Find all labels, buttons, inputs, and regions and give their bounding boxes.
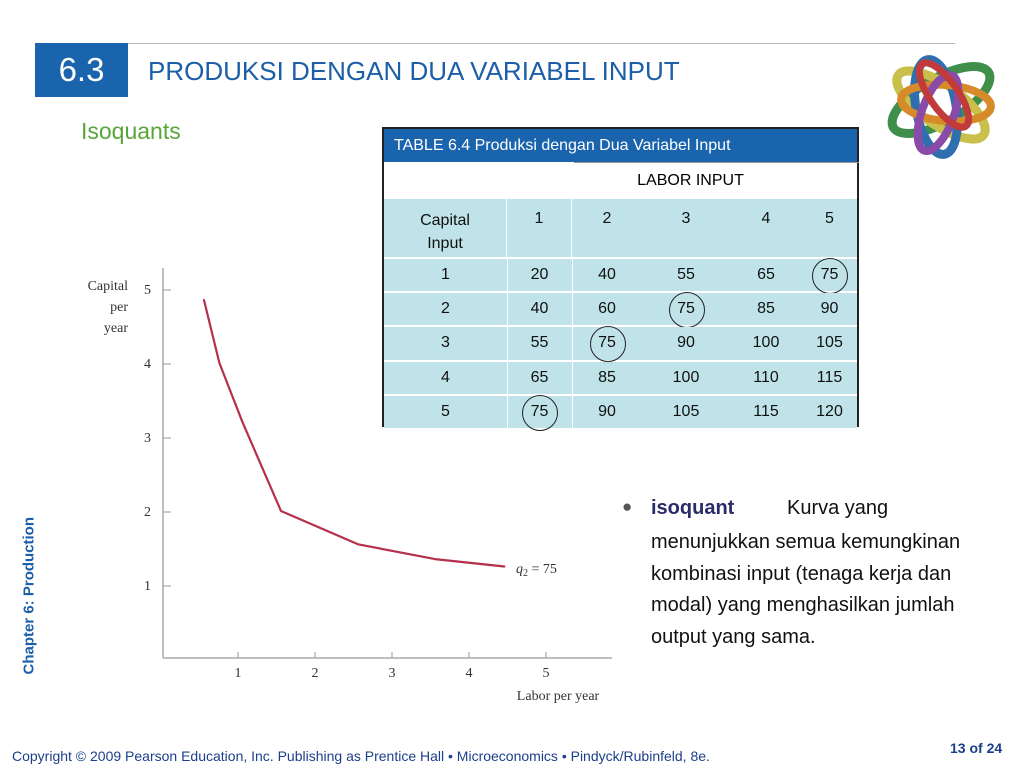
output-cell: 85 — [598, 368, 616, 386]
x-tick-label: 1 — [234, 666, 242, 681]
x-tick-label: 5 — [542, 666, 550, 681]
y-tick-label: 2 — [144, 505, 151, 520]
y-tick-label: 1 — [144, 579, 151, 594]
y-axis-label: per — [110, 300, 128, 315]
isoquant-curve — [204, 300, 504, 566]
output-cell: 90 — [820, 300, 839, 318]
section-number: 6.3 — [35, 43, 128, 97]
output-cell: 65 — [757, 266, 775, 284]
x-axis-label: Labor per year — [516, 689, 600, 704]
capital-cell: 1 — [384, 259, 508, 291]
series-label: $q_2 = 75$ — [516, 562, 557, 579]
table-group-header — [384, 162, 857, 199]
x-tick-label: 4 — [465, 666, 473, 681]
output-cell: 60 — [598, 300, 616, 318]
x-tick-label: 3 — [388, 666, 396, 681]
output-cell: 120 — [816, 402, 843, 420]
output-cell: 85 — [757, 300, 775, 318]
labor-col-3: 3 — [681, 210, 691, 227]
output-cell: 100 — [672, 368, 700, 386]
output-cell: 90 — [677, 334, 695, 352]
output-cell: 105 — [816, 334, 843, 352]
table-header-row — [384, 199, 857, 257]
y-tick-label: 3 — [144, 431, 151, 446]
y-tick-label: 4 — [144, 357, 151, 372]
labor-input-label: LABOR INPUT — [637, 172, 744, 189]
x-tick-label: 2 — [311, 666, 319, 681]
output-cell: 105 — [672, 402, 700, 420]
definition-text: menunjukkan semua kemungkinan kombinasi input (tenaga kerja dan modal) yang menghasilkan jumlah output yang sama. — [651, 531, 961, 648]
capital-cell: 5 — [384, 396, 508, 428]
output-cell: 115 — [753, 402, 779, 420]
definition-first-line: Kurva yang — [787, 497, 889, 519]
labor-col-4: 4 — [761, 210, 771, 227]
title-rule — [35, 43, 955, 44]
page-number: 13 of 24 — [950, 740, 1003, 756]
capital-input-header: Capital Input — [384, 199, 507, 257]
capital-cell: 3 — [384, 327, 508, 359]
y-axis-label: Capital — [87, 279, 128, 294]
circled-value: 75 — [677, 300, 695, 318]
circled-value: 75 — [530, 402, 549, 420]
output-cell: 20 — [507, 259, 573, 291]
output-cell: 65 — [507, 362, 573, 394]
output-cell: 55 — [507, 327, 573, 359]
output-cell — [802, 259, 857, 291]
circled-value: 75 — [820, 266, 839, 284]
output-cell: 55 — [677, 266, 695, 284]
circled-value: 75 — [598, 334, 616, 352]
output-cell — [642, 293, 730, 325]
output-cell: 40 — [507, 293, 573, 325]
output-cell: 100 — [752, 334, 780, 352]
y-axis-label: year — [103, 321, 128, 336]
slide-subtitle: Isoquants — [81, 118, 181, 144]
bullet-dot-icon: ● — [622, 497, 633, 516]
output-cell: 40 — [598, 266, 616, 284]
table-caption: TABLE 6.4 Produksi dengan Dua Variabel Input — [384, 129, 857, 162]
chapter-label: Chapter 6: Production — [20, 516, 38, 675]
isoquant-chart — [60, 268, 620, 713]
capital-cell: 2 — [384, 293, 508, 325]
labor-col-5: 5 — [825, 210, 834, 227]
y-tick-label: 5 — [144, 283, 151, 298]
labor-col-2: 2 — [602, 210, 612, 227]
output-cell: 115 — [816, 368, 843, 386]
rings-logo-icon — [866, 35, 1016, 175]
slide-title: PRODUKSI DENGAN DUA VARIABEL INPUT — [148, 56, 680, 86]
copyright-footer: Copyright © 2009 Pearson Education, Inc. Publishing as Prentice Hall • Microeconomics • Pindyck/Rubinfeld, 8e. — [12, 748, 710, 764]
labor-col-1: 1 — [507, 199, 572, 257]
definition-term: isoquant — [651, 497, 735, 519]
output-cell: 110 — [753, 368, 779, 386]
capital-cell: 4 — [384, 362, 508, 394]
output-cell: 90 — [598, 402, 616, 420]
